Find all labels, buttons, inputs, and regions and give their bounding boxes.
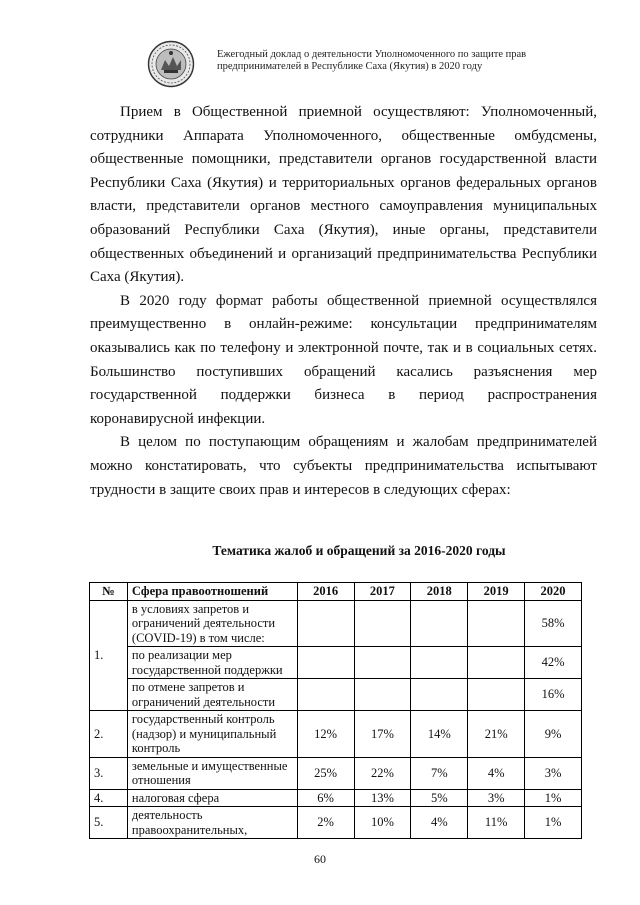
cell-2016	[297, 647, 354, 679]
row-sphere: по отмене запретов и ограничений деятельности	[127, 679, 297, 711]
cell-2018	[411, 679, 468, 711]
cell-2017: 13%	[354, 789, 411, 807]
cell-2019	[468, 679, 525, 711]
cell-2019: 21%	[468, 711, 525, 758]
cell-2020: 1%	[525, 789, 582, 807]
cell-2016: 2%	[297, 807, 354, 839]
cell-2020: 1%	[525, 807, 582, 839]
cell-2019	[468, 647, 525, 679]
cell-2020: 42%	[525, 647, 582, 679]
cell-2018	[411, 600, 468, 647]
cell-2017	[354, 647, 411, 679]
cell-2017	[354, 679, 411, 711]
row-number: 5.	[90, 807, 128, 839]
cell-2018: 14%	[411, 711, 468, 758]
row-sphere: налоговая сфера	[127, 789, 297, 807]
header-line-1: Ежегодный доклад о деятельности Уполномоченного по защите прав	[217, 49, 527, 60]
header-2017: 2017	[354, 583, 411, 601]
cell-2018	[411, 647, 468, 679]
cell-2019: 3%	[468, 789, 525, 807]
cell-2020: 58%	[525, 600, 582, 647]
cell-2016: 25%	[297, 757, 354, 789]
row-number: 2.	[90, 711, 128, 758]
complaints-table	[89, 582, 582, 839]
paragraph: В целом по поступающим обращениям и жалобам предпринимателей можно констатировать, что субъекты предпринимательства испытывают трудности в защите своих прав и интересов в следующих сферах:	[90, 434, 597, 498]
cell-2020: 9%	[525, 711, 582, 758]
header-num: №	[90, 583, 128, 601]
row-sphere: государственный контроль (надзор) и муниципальный контроль	[127, 711, 297, 758]
cell-2019: 11%	[468, 807, 525, 839]
row-number: 4.	[90, 789, 128, 807]
cell-2019: 4%	[468, 757, 525, 789]
coat-of-arms-icon	[147, 40, 195, 88]
row-sphere: земельные и имущественные отношения	[127, 757, 297, 789]
cell-2016: 12%	[297, 711, 354, 758]
cell-2018: 7%	[411, 757, 468, 789]
body-text	[90, 101, 597, 502]
cell-2018: 5%	[411, 789, 468, 807]
cell-2019	[468, 600, 525, 647]
row-number: 3.	[90, 757, 128, 789]
cell-2017: 17%	[354, 711, 411, 758]
cell-2017: 10%	[354, 807, 411, 839]
cell-2018: 4%	[411, 807, 468, 839]
row-sphere: деятельность правоохранительных,	[127, 807, 297, 839]
header-line-2: предпринимателей в Республике Саха (Якутия) в 2020 году	[217, 61, 483, 72]
cell-2016	[297, 600, 354, 647]
table-row	[90, 807, 582, 839]
table-row	[90, 600, 582, 647]
header-2016: 2016	[297, 583, 354, 601]
table-row	[90, 679, 582, 711]
header-2020: 2020	[525, 583, 582, 601]
cell-2016	[297, 679, 354, 711]
page-header	[147, 36, 587, 96]
page-number: 60	[314, 852, 326, 866]
table-row	[90, 757, 582, 789]
header-text	[217, 49, 597, 73]
header-2019: 2019	[468, 583, 525, 601]
table-row	[90, 647, 582, 679]
table-header-row	[90, 583, 582, 601]
paragraph: В 2020 году формат работы общественной приемной осуществлялся преимущественно в онлайн-режиме: консультации предпринимателям оказывались как по телефону и электронной почте, так и в социальных сетях. Большинство поступивших обращений касались разъяснения мер государственной поддержки бизнеса в период распространения коронавирусной инфекции.	[90, 292, 597, 427]
table-row	[90, 789, 582, 807]
row-sphere: по реализации мер государственной поддержки	[127, 647, 297, 679]
row-sphere: в условиях запретов и ограничений деятельности (COVID-19) в том числе:	[127, 600, 297, 647]
paragraph: Прием в Общественной приемной осуществляют: Уполномоченный, сотрудники Аппарата Уполномоченного, общественные омбудсмены, общественные помощники, представители органов государственной власти Республики Саха (Якутия) и территориальных органов федеральных органов власти, представители органов местного самоуправления муниципальных образований Республики Саха (Якутия), иные органы, представители общественных объединений и организаций предпринимательства Республики Саха (Якутия).	[90, 104, 597, 286]
header-2018: 2018	[411, 583, 468, 601]
table-row	[90, 711, 582, 758]
table-title: Тематика жалоб и обращений за 2016-2020 годы	[212, 543, 506, 558]
cell-2017: 22%	[354, 757, 411, 789]
row-number: 1.	[90, 600, 128, 711]
cell-2020: 16%	[525, 679, 582, 711]
cell-2020: 3%	[525, 757, 582, 789]
header-sphere: Сфера правоотношений	[127, 583, 297, 601]
cell-2016: 6%	[297, 789, 354, 807]
cell-2017	[354, 600, 411, 647]
